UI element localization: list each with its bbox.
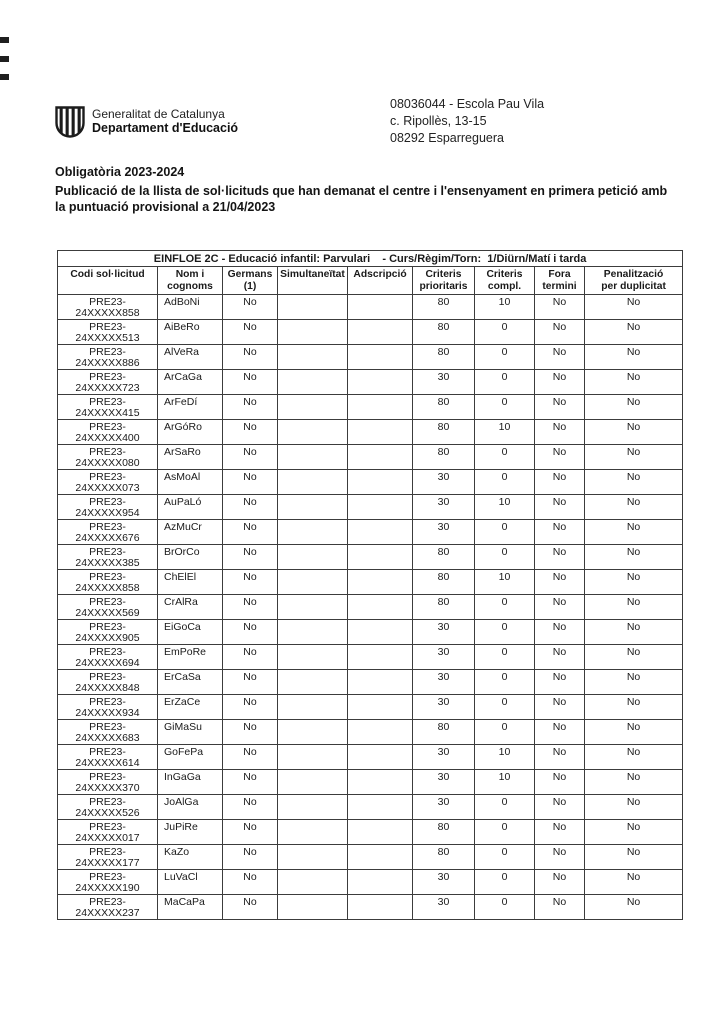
cell-penalitzacio-per-duplicitat: No [585,295,683,320]
table-row [58,370,683,395]
cell-nom-i-cognoms: ArGóRo [158,420,223,445]
cell-criteris-compl: 10 [475,570,535,595]
cell-simultaneitat [278,470,348,495]
table-row [58,720,683,745]
cell-criteris-compl: 0 [475,870,535,895]
cell-criteris-prioritaris: 80 [413,570,475,595]
cell-fora-termini: No [535,645,585,670]
cell-simultaneitat [278,620,348,645]
cell-germans: No [223,370,278,395]
cell-criteris-prioritaris: 30 [413,695,475,720]
cell-penalitzacio-per-duplicitat: No [585,870,683,895]
cell-penalitzacio-per-duplicitat: No [585,770,683,795]
cell-criteris-compl: 0 [475,695,535,720]
school-city: 08292 Esparreguera [390,131,504,145]
cell-criteris-compl: 10 [475,295,535,320]
cell-adscripcio [348,295,413,320]
cell-germans: No [223,645,278,670]
cell-criteris-prioritaris: 80 [413,545,475,570]
cell-penalitzacio-per-duplicitat: No [585,570,683,595]
cell-nom-i-cognoms: JoAlGa [158,795,223,820]
cell-criteris-compl: 0 [475,795,535,820]
cell-codi-sollicitud: PRE23- 24XXXXX190 [58,870,158,895]
cell-criteris-compl: 0 [475,720,535,745]
cell-criteris-prioritaris: 30 [413,745,475,770]
cell-adscripcio [348,470,413,495]
cell-germans: No [223,720,278,745]
cell-simultaneitat [278,520,348,545]
cell-germans: No [223,445,278,470]
scan-edge-mark [0,56,9,62]
cell-nom-i-cognoms: AsMoAl [158,470,223,495]
cell-criteris-compl: 10 [475,745,535,770]
table-row [58,845,683,870]
cell-penalitzacio-per-duplicitat: No [585,720,683,745]
cell-penalitzacio-per-duplicitat: No [585,420,683,445]
cell-criteris-prioritaris: 80 [413,720,475,745]
cell-criteris-prioritaris: 30 [413,645,475,670]
cell-penalitzacio-per-duplicitat: No [585,745,683,770]
cell-criteris-prioritaris: 30 [413,620,475,645]
cell-criteris-compl: 0 [475,320,535,345]
cell-simultaneitat [278,695,348,720]
cell-germans: No [223,545,278,570]
cell-adscripcio [348,570,413,595]
cell-criteris-prioritaris: 80 [413,420,475,445]
cell-adscripcio [348,870,413,895]
cell-penalitzacio-per-duplicitat: No [585,645,683,670]
cell-germans: No [223,320,278,345]
cell-nom-i-cognoms: ErCaSa [158,670,223,695]
table-row [58,520,683,545]
cell-criteris-prioritaris: 80 [413,345,475,370]
cell-criteris-prioritaris: 30 [413,870,475,895]
cell-codi-sollicitud: PRE23- 24XXXXX694 [58,645,158,670]
cell-codi-sollicitud: PRE23- 24XXXXX934 [58,695,158,720]
cell-criteris-compl: 0 [475,595,535,620]
cell-fora-termini: No [535,845,585,870]
cell-nom-i-cognoms: LuVaCl [158,870,223,895]
cell-codi-sollicitud: PRE23- 24XXXXX526 [58,795,158,820]
table-row [58,445,683,470]
generalitat-shield-icon [55,106,85,143]
cell-germans: No [223,345,278,370]
cell-simultaneitat [278,395,348,420]
cell-criteris-compl: 0 [475,470,535,495]
cell-fora-termini: No [535,520,585,545]
cell-criteris-compl: 0 [475,545,535,570]
cell-nom-i-cognoms: ArCaGa [158,370,223,395]
cell-adscripcio [348,320,413,345]
cell-adscripcio [348,620,413,645]
cell-criteris-prioritaris: 30 [413,495,475,520]
cell-nom-i-cognoms: AzMuCr [158,520,223,545]
table-row [58,470,683,495]
column-header-adscripcio: Adscripció [348,267,413,295]
cell-fora-termini: No [535,570,585,595]
cell-codi-sollicitud: PRE23- 24XXXXX177 [58,845,158,870]
cell-penalitzacio-per-duplicitat: No [585,845,683,870]
cell-germans: No [223,470,278,495]
cell-simultaneitat [278,745,348,770]
table-caption: EINFLOE 2C - Educació infantil: Parvulari - Curs/Règim/Torn: 1/Diürn/Matí i tarda [58,251,683,267]
cell-fora-termini: No [535,420,585,445]
cell-simultaneitat [278,420,348,445]
cell-nom-i-cognoms: AiBeRo [158,320,223,345]
cell-codi-sollicitud: PRE23- 24XXXXX400 [58,420,158,445]
cell-penalitzacio-per-duplicitat: No [585,370,683,395]
cell-germans: No [223,495,278,520]
cell-adscripcio [348,770,413,795]
cell-simultaneitat [278,845,348,870]
cell-germans: No [223,845,278,870]
cell-criteris-compl: 0 [475,620,535,645]
cell-penalitzacio-per-duplicitat: No [585,895,683,920]
cell-fora-termini: No [535,795,585,820]
cell-fora-termini: No [535,820,585,845]
cell-criteris-compl: 0 [475,670,535,695]
org-department: Departament d'Educació [92,121,239,135]
cell-criteris-prioritaris: 30 [413,370,475,395]
cell-fora-termini: No [535,345,585,370]
cell-criteris-compl: 10 [475,770,535,795]
cell-germans: No [223,795,278,820]
cell-simultaneitat [278,570,348,595]
cell-criteris-prioritaris: 80 [413,820,475,845]
cell-penalitzacio-per-duplicitat: No [585,795,683,820]
table-header-row [58,267,683,295]
scan-edge-mark [0,37,9,43]
cell-adscripcio [348,745,413,770]
cell-fora-termini: No [535,670,585,695]
table-row [58,820,683,845]
cell-criteris-prioritaris: 30 [413,470,475,495]
cell-nom-i-cognoms: EiGoCa [158,620,223,645]
cell-simultaneitat [278,870,348,895]
cell-nom-i-cognoms: InGaGa [158,770,223,795]
cell-adscripcio [348,845,413,870]
cell-simultaneitat [278,770,348,795]
cell-simultaneitat [278,795,348,820]
cell-nom-i-cognoms: AuPaLó [158,495,223,520]
cell-nom-i-cognoms: AdBoNi [158,295,223,320]
cell-fora-termini: No [535,495,585,520]
cell-adscripcio [348,520,413,545]
cell-simultaneitat [278,320,348,345]
table-row [58,795,683,820]
cell-criteris-compl: 0 [475,845,535,870]
cell-codi-sollicitud: PRE23- 24XXXXX017 [58,820,158,845]
cell-criteris-prioritaris: 80 [413,320,475,345]
cell-codi-sollicitud: PRE23- 24XXXXX385 [58,545,158,570]
table-row [58,620,683,645]
cell-criteris-compl: 10 [475,420,535,445]
cell-simultaneitat [278,345,348,370]
cell-fora-termini: No [535,370,585,395]
column-header-simultaneitat: Simultaneïtat [278,267,348,295]
cell-criteris-prioritaris: 80 [413,395,475,420]
cell-germans: No [223,695,278,720]
cell-penalitzacio-per-duplicitat: No [585,320,683,345]
cell-criteris-compl: 0 [475,895,535,920]
cell-simultaneitat [278,370,348,395]
cell-criteris-prioritaris: 30 [413,795,475,820]
applications-table [57,250,683,920]
cell-criteris-compl: 0 [475,395,535,420]
cell-nom-i-cognoms: ArSaRo [158,445,223,470]
cell-fora-termini: No [535,770,585,795]
cell-adscripcio [348,670,413,695]
table-row [58,395,683,420]
cell-penalitzacio-per-duplicitat: No [585,620,683,645]
cell-criteris-prioritaris: 80 [413,845,475,870]
cell-criteris-compl: 0 [475,520,535,545]
cell-codi-sollicitud: PRE23- 24XXXXX073 [58,470,158,495]
cell-penalitzacio-per-duplicitat: No [585,495,683,520]
table-row [58,345,683,370]
table-row [58,670,683,695]
cell-germans: No [223,595,278,620]
table-row [58,420,683,445]
cell-codi-sollicitud: PRE23- 24XXXXX080 [58,445,158,470]
cell-criteris-prioritaris: 80 [413,295,475,320]
cell-germans: No [223,520,278,545]
table-row [58,695,683,720]
cell-nom-i-cognoms: GoFePa [158,745,223,770]
cell-fora-termini: No [535,595,585,620]
cell-penalitzacio-per-duplicitat: No [585,345,683,370]
table-row [58,770,683,795]
cell-nom-i-cognoms: ArFeDí [158,395,223,420]
cell-adscripcio [348,695,413,720]
table-row [58,495,683,520]
document-title-line: Obligatòria 2023-2024 [55,165,185,179]
cell-penalitzacio-per-duplicitat: No [585,545,683,570]
org-name: Generalitat de Catalunya [92,107,225,121]
table-row [58,570,683,595]
cell-codi-sollicitud: PRE23- 24XXXXX614 [58,745,158,770]
cell-penalitzacio-per-duplicitat: No [585,695,683,720]
cell-adscripcio [348,720,413,745]
table-row [58,595,683,620]
cell-germans: No [223,745,278,770]
cell-codi-sollicitud: PRE23- 24XXXXX683 [58,720,158,745]
cell-criteris-prioritaris: 30 [413,520,475,545]
document-title-block [55,165,673,215]
cell-germans: No [223,620,278,645]
cell-germans: No [223,870,278,895]
scan-edge-mark [0,74,9,80]
cell-simultaneitat [278,645,348,670]
cell-simultaneitat [278,820,348,845]
cell-simultaneitat [278,445,348,470]
cell-adscripcio [348,345,413,370]
cell-fora-termini: No [535,895,585,920]
cell-fora-termini: No [535,320,585,345]
cell-nom-i-cognoms: GiMaSu [158,720,223,745]
cell-criteris-prioritaris: 30 [413,770,475,795]
cell-codi-sollicitud: PRE23- 24XXXXX723 [58,370,158,395]
cell-codi-sollicitud: PRE23- 24XXXXX905 [58,620,158,645]
cell-germans: No [223,395,278,420]
column-header-fora-termini: Fora termini [535,267,585,295]
school-street: c. Ripollès, 13-15 [390,114,487,128]
cell-adscripcio [348,420,413,445]
column-header-nom-i-cognoms: Nom i cognoms [158,267,223,295]
cell-adscripcio [348,595,413,620]
cell-germans: No [223,420,278,445]
cell-codi-sollicitud: PRE23- 24XXXXX858 [58,295,158,320]
cell-criteris-compl: 10 [475,495,535,520]
cell-fora-termini: No [535,395,585,420]
cell-nom-i-cognoms: KaZo [158,845,223,870]
cell-adscripcio [348,795,413,820]
cell-criteris-prioritaris: 80 [413,445,475,470]
column-header-criteris-compl: Criteris compl. [475,267,535,295]
cell-germans: No [223,895,278,920]
cell-codi-sollicitud: PRE23- 24XXXXX370 [58,770,158,795]
cell-nom-i-cognoms: BrOrCo [158,545,223,570]
column-header-codi-sollicitud: Codi sol·licitud [58,267,158,295]
document-subtitle: Publicació de la llista de sol·licituds que han demanat el centre i l'ensenyament en primera petició amb la puntuació provisional a 21/04/2023 [55,184,668,214]
cell-germans: No [223,670,278,695]
cell-simultaneitat [278,495,348,520]
cell-nom-i-cognoms: ErZaCe [158,695,223,720]
cell-criteris-compl: 0 [475,445,535,470]
cell-adscripcio [348,895,413,920]
cell-nom-i-cognoms: AlVeRa [158,345,223,370]
cell-penalitzacio-per-duplicitat: No [585,445,683,470]
table-row [58,295,683,320]
cell-criteris-prioritaris: 30 [413,670,475,695]
cell-simultaneitat [278,595,348,620]
cell-criteris-compl: 0 [475,645,535,670]
cell-penalitzacio-per-duplicitat: No [585,470,683,495]
cell-nom-i-cognoms: EmPoRe [158,645,223,670]
cell-fora-termini: No [535,620,585,645]
cell-fora-termini: No [535,295,585,320]
cell-penalitzacio-per-duplicitat: No [585,520,683,545]
table-row [58,545,683,570]
cell-penalitzacio-per-duplicitat: No [585,595,683,620]
school-code-name: 08036044 - Escola Pau Vila [390,97,545,111]
cell-nom-i-cognoms: MaCaPa [158,895,223,920]
cell-simultaneitat [278,720,348,745]
cell-germans: No [223,820,278,845]
cell-codi-sollicitud: PRE23- 24XXXXX954 [58,495,158,520]
cell-codi-sollicitud: PRE23- 24XXXXX848 [58,670,158,695]
cell-codi-sollicitud: PRE23- 24XXXXX676 [58,520,158,545]
cell-codi-sollicitud: PRE23- 24XXXXX237 [58,895,158,920]
table-row [58,895,683,920]
cell-fora-termini: No [535,870,585,895]
cell-fora-termini: No [535,445,585,470]
cell-codi-sollicitud: PRE23- 24XXXXX513 [58,320,158,345]
cell-germans: No [223,570,278,595]
cell-codi-sollicitud: PRE23- 24XXXXX858 [58,570,158,595]
column-header-germans: Germans (1) [223,267,278,295]
cell-adscripcio [348,820,413,845]
table-row [58,645,683,670]
cell-simultaneitat [278,295,348,320]
cell-criteris-compl: 0 [475,820,535,845]
cell-simultaneitat [278,545,348,570]
cell-adscripcio [348,445,413,470]
cell-nom-i-cognoms: CrAlRa [158,595,223,620]
cell-adscripcio [348,545,413,570]
table-row [58,320,683,345]
table-row [58,745,683,770]
cell-fora-termini: No [535,545,585,570]
cell-codi-sollicitud: PRE23- 24XXXXX415 [58,395,158,420]
cell-germans: No [223,295,278,320]
cell-simultaneitat [278,670,348,695]
cell-codi-sollicitud: PRE23- 24XXXXX886 [58,345,158,370]
table-caption-row [58,251,683,267]
cell-nom-i-cognoms: JuPiRe [158,820,223,845]
cell-fora-termini: No [535,745,585,770]
cell-criteris-compl: 0 [475,345,535,370]
cell-germans: No [223,770,278,795]
cell-adscripcio [348,645,413,670]
cell-penalitzacio-per-duplicitat: No [585,820,683,845]
cell-penalitzacio-per-duplicitat: No [585,395,683,420]
cell-adscripcio [348,495,413,520]
cell-fora-termini: No [535,470,585,495]
cell-fora-termini: No [535,695,585,720]
cell-simultaneitat [278,895,348,920]
cell-adscripcio [348,370,413,395]
column-header-criteris-prioritaris: Criteris prioritaris [413,267,475,295]
cell-penalitzacio-per-duplicitat: No [585,670,683,695]
cell-fora-termini: No [535,720,585,745]
cell-criteris-compl: 0 [475,370,535,395]
cell-codi-sollicitud: PRE23- 24XXXXX569 [58,595,158,620]
cell-criteris-prioritaris: 80 [413,595,475,620]
school-address-block [390,96,544,147]
generalitat-brand-block [55,106,238,143]
cell-nom-i-cognoms: ChElEl [158,570,223,595]
cell-adscripcio [348,395,413,420]
column-header-penalitzacio-per-duplicitat: Penalització per duplicitat [585,267,683,295]
cell-criteris-prioritaris: 30 [413,895,475,920]
table-row [58,870,683,895]
